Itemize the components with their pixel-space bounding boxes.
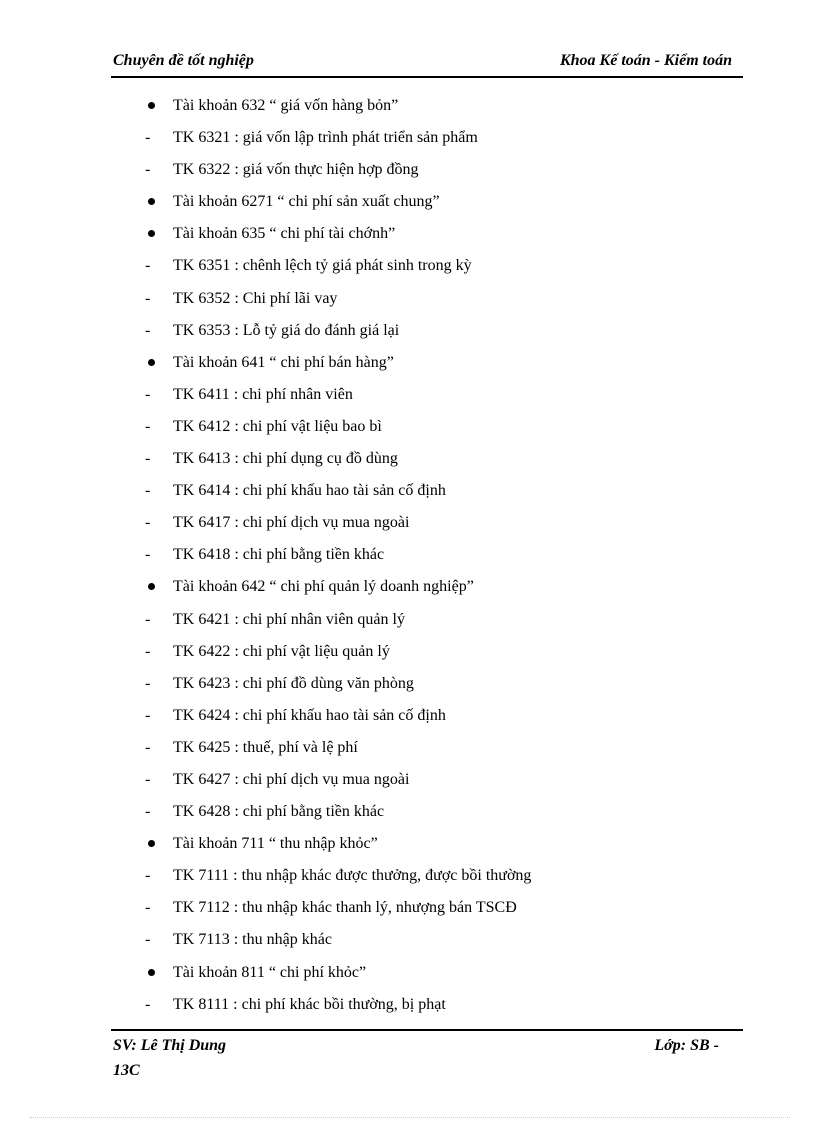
dash-item bbox=[145, 641, 745, 673]
footer-class-continued: 13C bbox=[113, 1062, 140, 1079]
item-text: TK 6425 : thuế, phí và lệ phí bbox=[173, 738, 358, 756]
bullet-dot-icon bbox=[148, 230, 155, 237]
dash-icon: - bbox=[145, 257, 151, 275]
account-list bbox=[145, 95, 745, 1026]
dash-icon: - bbox=[145, 706, 151, 724]
dash-item bbox=[145, 512, 745, 544]
item-text: TK 6422 : chi phí vật liệu quản lý bbox=[173, 642, 390, 660]
dash-item bbox=[145, 384, 745, 416]
dash-icon: - bbox=[145, 161, 151, 179]
item-text: TK 6424 : chi phí khấu hao tài sản cố định bbox=[173, 706, 446, 724]
item-text: Tài khoản 632 “ giá vốn hàng bỏn” bbox=[173, 97, 399, 114]
dash-item bbox=[145, 737, 745, 769]
dash-icon: - bbox=[145, 899, 151, 917]
dash-icon: - bbox=[145, 546, 151, 564]
header-title: Chuyên đề tốt nghiệp bbox=[113, 52, 254, 69]
bullet-item bbox=[145, 95, 745, 127]
item-text: TK 7112 : thu nhập khác thanh lý, nhượng bán TSCĐ bbox=[173, 899, 517, 917]
item-text: TK 6351 : chênh lệch tỷ giá phát sinh trong kỳ bbox=[173, 257, 472, 275]
dash-icon: - bbox=[145, 385, 151, 403]
item-text: Tài khoản 811 “ chi phí khỏc” bbox=[173, 963, 367, 981]
item-text: TK 6353 : Lỗ tỷ giá do đánh giá lại bbox=[173, 321, 400, 339]
item-text: TK 6322 : giá vốn thực hiện hợp đồng bbox=[173, 161, 419, 179]
footer-class: Lớp: SB - bbox=[654, 1037, 719, 1054]
dash-item bbox=[145, 994, 745, 1026]
item-text: TK 6418 : chi phí bằng tiền khác bbox=[173, 546, 385, 564]
dash-item bbox=[145, 159, 745, 191]
dash-icon: - bbox=[145, 995, 151, 1013]
dash-icon: - bbox=[145, 417, 151, 435]
dash-icon: - bbox=[145, 289, 151, 307]
dash-item bbox=[145, 865, 745, 897]
bullet-dot-icon bbox=[148, 102, 155, 109]
dash-icon: - bbox=[145, 482, 151, 500]
dash-item bbox=[145, 705, 745, 737]
dash-icon: - bbox=[145, 610, 151, 628]
dash-icon: - bbox=[145, 770, 151, 788]
item-text: Tài khoản 642 “ chi phí quản lý doanh nghiệp” bbox=[173, 578, 474, 596]
dash-item bbox=[145, 320, 745, 352]
bullet-dot-icon bbox=[148, 840, 155, 847]
dash-icon: - bbox=[145, 129, 151, 147]
dash-item bbox=[145, 255, 745, 287]
item-text: Tài khoản 711 “ thu nhập khỏc” bbox=[173, 835, 378, 853]
dash-icon: - bbox=[145, 674, 151, 692]
dash-item bbox=[145, 929, 745, 961]
dash-item bbox=[145, 897, 745, 929]
header-department: Khoa Kế toán - Kiểm toán bbox=[559, 52, 732, 69]
dash-icon: - bbox=[145, 867, 151, 885]
item-text: TK 6427 : chi phí dịch vụ mua ngoài bbox=[173, 770, 410, 788]
dash-icon: - bbox=[145, 514, 151, 532]
dash-icon: - bbox=[145, 642, 151, 660]
dash-icon: - bbox=[145, 931, 151, 949]
page-header bbox=[113, 52, 732, 74]
dash-icon: - bbox=[145, 738, 151, 756]
item-text: Tài khoản 6271 “ chi phí sản xuất chung” bbox=[173, 193, 440, 211]
item-text: TK 6412 : chi phí vật liệu bao bì bbox=[173, 417, 382, 435]
item-text: TK 6411 : chi phí nhân viên bbox=[173, 385, 353, 403]
dash-item bbox=[145, 801, 745, 833]
bullet-item bbox=[145, 962, 745, 994]
bullet-item bbox=[145, 223, 745, 255]
bullet-dot-icon bbox=[148, 583, 155, 590]
item-text: TK 6352 : Chi phí lãi vay bbox=[173, 289, 338, 307]
dash-item bbox=[145, 127, 745, 159]
item-text: TK 6413 : chi phí dụng cụ đồ dùng bbox=[173, 450, 398, 468]
bullet-dot-icon bbox=[148, 198, 155, 205]
dash-item bbox=[145, 288, 745, 320]
dash-item bbox=[145, 416, 745, 448]
bullet-item bbox=[145, 352, 745, 384]
dash-icon: - bbox=[145, 803, 151, 821]
page-edge bbox=[30, 1117, 790, 1118]
item-text: TK 6414 : chi phí khấu hao tài sản cố định bbox=[173, 482, 446, 500]
bullet-item bbox=[145, 833, 745, 865]
dash-item bbox=[145, 544, 745, 576]
header-divider bbox=[111, 76, 743, 78]
bullet-dot-icon bbox=[148, 359, 155, 366]
item-text: TK 6428 : chi phí bằng tiền khác bbox=[173, 803, 385, 821]
dash-item bbox=[145, 480, 745, 512]
item-text: TK 6421 : chi phí nhân viên quản lý bbox=[173, 610, 405, 628]
item-text: TK 6321 : giá vốn lập trình phát triển sản phẩm bbox=[173, 129, 478, 147]
dash-item bbox=[145, 448, 745, 480]
bullet-dot-icon bbox=[148, 969, 155, 976]
dash-icon: - bbox=[145, 321, 151, 339]
bullet-item bbox=[145, 576, 745, 608]
item-text: TK 6417 : chi phí dịch vụ mua ngoài bbox=[173, 514, 410, 532]
footer-divider bbox=[111, 1029, 743, 1031]
dash-item bbox=[145, 769, 745, 801]
item-text: TK 7111 : thu nhập khác được thưởng, được bồi thường bbox=[173, 867, 532, 885]
item-text: TK 6423 : chi phí đồ dùng văn phòng bbox=[173, 674, 414, 692]
bullet-item bbox=[145, 191, 745, 223]
dash-item bbox=[145, 609, 745, 641]
item-text: TK 8111 : chi phí khác bồi thường, bị phạt bbox=[173, 995, 446, 1013]
item-text: Tài khoản 635 “ chi phí tài chớnh” bbox=[173, 225, 396, 243]
footer-student: SV: Lê Thị Dung bbox=[113, 1037, 227, 1054]
item-text: TK 7113 : thu nhập khác bbox=[173, 931, 332, 949]
dash-icon: - bbox=[145, 450, 151, 468]
item-text: Tài khoản 641 “ chi phí bán hàng” bbox=[173, 353, 394, 371]
dash-item bbox=[145, 673, 745, 705]
